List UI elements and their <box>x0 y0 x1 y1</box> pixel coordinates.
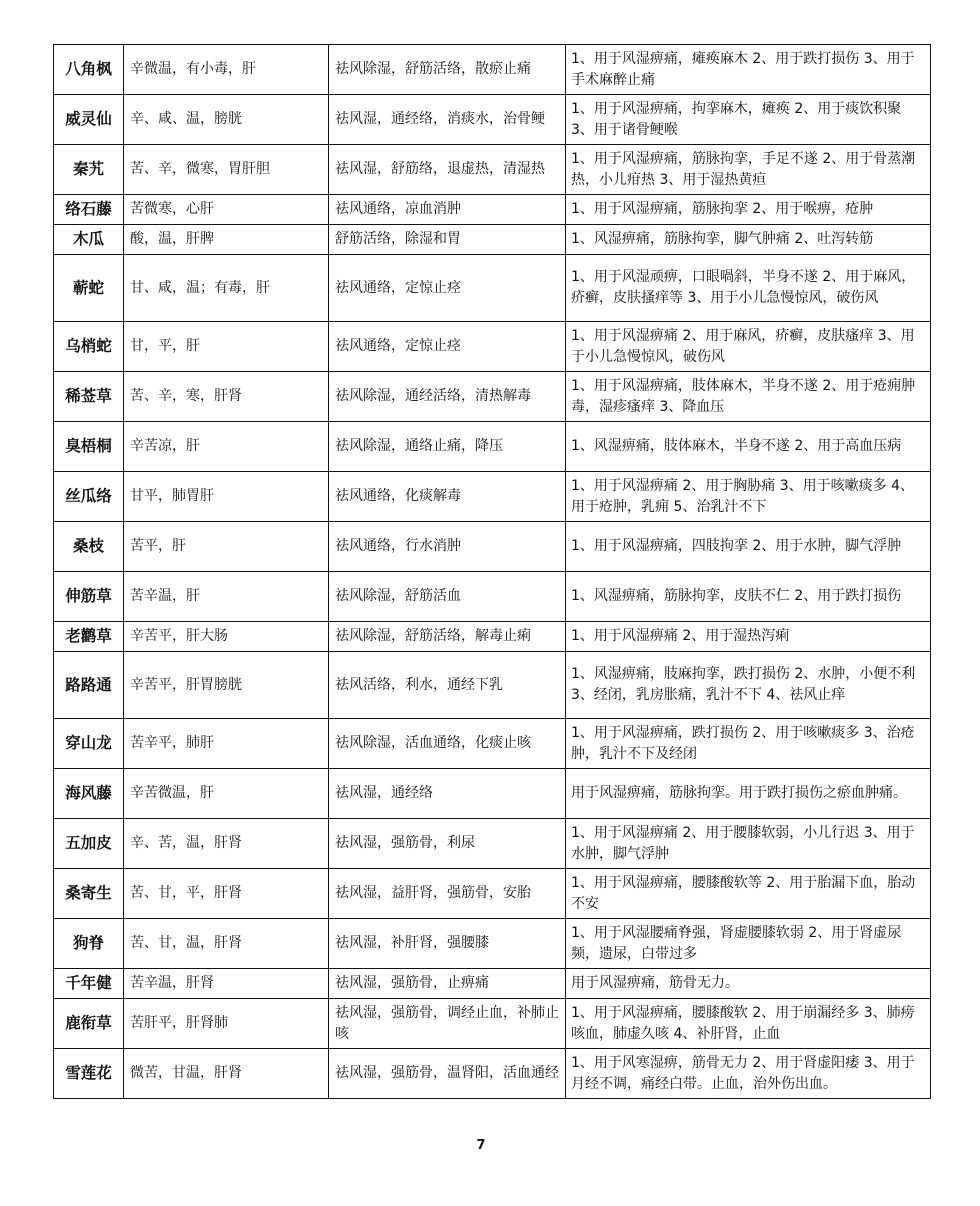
table-row <box>54 999 931 1049</box>
table-row <box>54 719 931 769</box>
property-cell: 苦、辛，微寒，胃肝胆 <box>124 145 329 195</box>
function-cell: 祛风除湿，通经活络，清热解毒 <box>329 372 566 422</box>
herb-name-cell: 八角枫 <box>54 45 124 95</box>
property-cell: 辛苦微温，肝 <box>124 769 329 819</box>
table-row <box>54 372 931 422</box>
property-cell: 苦、辛，寒，肝肾 <box>124 372 329 422</box>
property-cell: 辛苦凉，肝 <box>124 422 329 472</box>
table-row <box>54 45 931 95</box>
function-cell: 祛风通络，凉血消肿 <box>329 195 566 225</box>
herb-name-cell: 千年健 <box>54 969 124 999</box>
herb-name-cell: 络石藤 <box>54 195 124 225</box>
herb-name-cell: 臭梧桐 <box>54 422 124 472</box>
herb-name-cell: 海风藤 <box>54 769 124 819</box>
usage-cell: 1、用于风湿痹痛，腰膝酸软 2、用于崩漏经多 3、肺痨咳血，肺虚久咳 4、补肝肾，止血 <box>566 999 931 1049</box>
table-row <box>54 322 931 372</box>
table-row <box>54 969 931 999</box>
usage-cell: 1、用于风寒湿痹，筋骨无力 2、用于肾虚阳痿 3、用于月经不调，痛经白带。止血，治外伤出血。 <box>566 1049 931 1099</box>
herb-name-cell: 木瓜 <box>54 225 124 255</box>
property-cell: 辛、苦，温，肝肾 <box>124 819 329 869</box>
usage-cell: 1、用于风湿痹痛，筋脉拘挛，手足不遂 2、用于骨蒸潮热，小儿疳热 3、用于湿热黄疸 <box>566 145 931 195</box>
usage-cell: 1、用于风湿痹痛，拘挛麻木，瘫痪 2、用于痰饮积聚 3、用于诸骨鲠喉 <box>566 95 931 145</box>
function-cell: 祛风湿，强筋骨，止痹痛 <box>329 969 566 999</box>
herb-table-container <box>53 44 930 1099</box>
function-cell: 祛风除湿，舒筋活血 <box>329 572 566 622</box>
table-row <box>54 769 931 819</box>
usage-cell: 1、用于风湿顽痹，口眼喎斜，半身不遂 2、用于麻风，疥癣，皮肤搔痒等 3、用于小儿急慢惊风，破伤风 <box>566 255 931 322</box>
table-row <box>54 195 931 225</box>
herb-name-cell: 伸筋草 <box>54 572 124 622</box>
property-cell: 苦、甘，平，肝肾 <box>124 869 329 919</box>
herb-name-cell: 路路通 <box>54 652 124 719</box>
table-row <box>54 472 931 522</box>
property-cell: 辛苦平，肝胃膀胱 <box>124 652 329 719</box>
herb-name-cell: 丝瓜络 <box>54 472 124 522</box>
table-row <box>54 255 931 322</box>
property-cell: 微苦，甘温，肝肾 <box>124 1049 329 1099</box>
page-number: 7 <box>476 1138 486 1153</box>
function-cell: 祛风通络，化痰解毒 <box>329 472 566 522</box>
usage-cell: 1、用于风湿痹痛，筋脉拘挛 2、用于喉痹，疮肿 <box>566 195 931 225</box>
property-cell: 辛、咸、温，膀胱 <box>124 95 329 145</box>
function-cell: 祛风湿，强筋骨，调经止血，补肺止咳 <box>329 999 566 1049</box>
function-cell: 祛风湿，益肝肾，强筋骨，安胎 <box>329 869 566 919</box>
usage-cell: 1、用于风湿痹痛，腰膝酸软等 2、用于胎漏下血，胎动不安 <box>566 869 931 919</box>
property-cell: 辛微温，有小毒，肝 <box>124 45 329 95</box>
table-row <box>54 652 931 719</box>
property-cell: 苦肝平，肝肾肺 <box>124 999 329 1049</box>
usage-cell: 1、风湿痹痛，筋脉拘挛，皮肤不仁 2、用于跌打损伤 <box>566 572 931 622</box>
usage-cell: 1、用于风湿痹痛 2、用于胸胁痛 3、用于咳嗽痰多 4、用于疮肿，乳痈 5、治乳汁不下 <box>566 472 931 522</box>
property-cell: 辛苦平，肝大肠 <box>124 622 329 652</box>
function-cell: 祛风通络，定惊止痉 <box>329 255 566 322</box>
property-cell: 苦微寒，心肝 <box>124 195 329 225</box>
table-row <box>54 145 931 195</box>
table-row <box>54 919 931 969</box>
usage-cell: 1、用于风湿痹痛 2、用于湿热泻痢 <box>566 622 931 652</box>
usage-cell: 1、用于风湿痹痛 2、用于麻风，疥癣，皮肤瘙痒 3、用于小儿急慢惊风，破伤风 <box>566 322 931 372</box>
function-cell: 舒筋活络，除湿和胃 <box>329 225 566 255</box>
function-cell: 祛风除湿，通络止痛，降压 <box>329 422 566 472</box>
property-cell: 苦辛温，肝 <box>124 572 329 622</box>
herb-name-cell: 稀莶草 <box>54 372 124 422</box>
table-row <box>54 422 931 472</box>
property-cell: 苦辛平，肺肝 <box>124 719 329 769</box>
function-cell: 祛风除湿，舒筋活络，散瘀止痛 <box>329 45 566 95</box>
usage-cell: 1、用于风湿痹痛，跌打损伤 2、用于咳嗽痰多 3、治疮肿，乳汁不下及经闭 <box>566 719 931 769</box>
table-row <box>54 819 931 869</box>
property-cell: 甘，平，肝 <box>124 322 329 372</box>
herb-table-body <box>54 45 931 1099</box>
herb-name-cell: 桑枝 <box>54 522 124 572</box>
function-cell: 祛风湿，补肝肾，强腰膝 <box>329 919 566 969</box>
herb-name-cell: 秦艽 <box>54 145 124 195</box>
herb-name-cell: 乌梢蛇 <box>54 322 124 372</box>
herb-name-cell: 狗脊 <box>54 919 124 969</box>
function-cell: 祛风湿，通经络 <box>329 769 566 819</box>
function-cell: 祛风湿，强筋骨，温肾阳，活血通经 <box>329 1049 566 1099</box>
herb-name-cell: 桑寄生 <box>54 869 124 919</box>
herb-name-cell: 穿山龙 <box>54 719 124 769</box>
usage-cell: 1、风湿痹痛，肢体麻木，半身不遂 2、用于高血压病 <box>566 422 931 472</box>
herb-name-cell: 雪莲花 <box>54 1049 124 1099</box>
herb-name-cell: 鹿衔草 <box>54 999 124 1049</box>
herb-name-cell: 蕲蛇 <box>54 255 124 322</box>
herb-name-cell: 老鹳草 <box>54 622 124 652</box>
usage-cell: 1、用于风湿痹痛 2、用于腰膝软弱，小儿行迟 3、用于水肿，脚气浮肿 <box>566 819 931 869</box>
function-cell: 祛风除湿，活血通络，化痰止咳 <box>329 719 566 769</box>
usage-cell: 1、用于风湿痹痛，四肢拘挛 2、用于水肿，脚气浮肿 <box>566 522 931 572</box>
property-cell: 甘、咸，温；有毒，肝 <box>124 255 329 322</box>
usage-cell: 1、用于风湿痹痛，瘫痪麻木 2、用于跌打损伤 3、用于手术麻醉止痛 <box>566 45 931 95</box>
function-cell: 祛风活络，利水，通经下乳 <box>329 652 566 719</box>
table-row <box>54 1049 931 1099</box>
property-cell: 酸，温，肝脾 <box>124 225 329 255</box>
function-cell: 祛风湿，通经络，消痰水，治骨鲠 <box>329 95 566 145</box>
function-cell: 祛风除湿，舒筋活络，解毒止痢 <box>329 622 566 652</box>
property-cell: 苦、甘，温，肝肾 <box>124 919 329 969</box>
property-cell: 苦平，肝 <box>124 522 329 572</box>
function-cell: 祛风通络，行水消肿 <box>329 522 566 572</box>
usage-cell: 用于风湿痹痛，筋骨无力。 <box>566 969 931 999</box>
property-cell: 苦辛温，肝肾 <box>124 969 329 999</box>
usage-cell: 1、风湿痹痛，肢麻拘挛，跌打损伤 2、水肿，小便不利 3、经闭，乳房胀痛，乳汁不下 4、祛风止痒 <box>566 652 931 719</box>
table-row <box>54 522 931 572</box>
table-row <box>54 622 931 652</box>
usage-cell: 用于风湿痹痛，筋脉拘挛。用于跌打损伤之瘀血肿痛。 <box>566 769 931 819</box>
herb-table <box>53 44 931 1099</box>
table-row <box>54 225 931 255</box>
usage-cell: 1、用于风湿痹痛，肢体麻木，半身不遂 2、用于疮痈肿毒，湿疹瘙痒 3、降血压 <box>566 372 931 422</box>
herb-name-cell: 威灵仙 <box>54 95 124 145</box>
table-row <box>54 869 931 919</box>
function-cell: 祛风湿，舒筋络，退虚热，清湿热 <box>329 145 566 195</box>
property-cell: 甘平，肺胃肝 <box>124 472 329 522</box>
herb-name-cell: 五加皮 <box>54 819 124 869</box>
function-cell: 祛风通络，定惊止痉 <box>329 322 566 372</box>
table-row <box>54 95 931 145</box>
usage-cell: 1、用于风湿腰痛脊强，肾虚腰膝软弱 2、用于肾虚尿频，遗尿，白带过多 <box>566 919 931 969</box>
function-cell: 祛风湿，强筋骨，利尿 <box>329 819 566 869</box>
table-row <box>54 572 931 622</box>
usage-cell: 1、风湿痹痛，筋脉拘挛，脚气肿痛 2、吐泻转筋 <box>566 225 931 255</box>
